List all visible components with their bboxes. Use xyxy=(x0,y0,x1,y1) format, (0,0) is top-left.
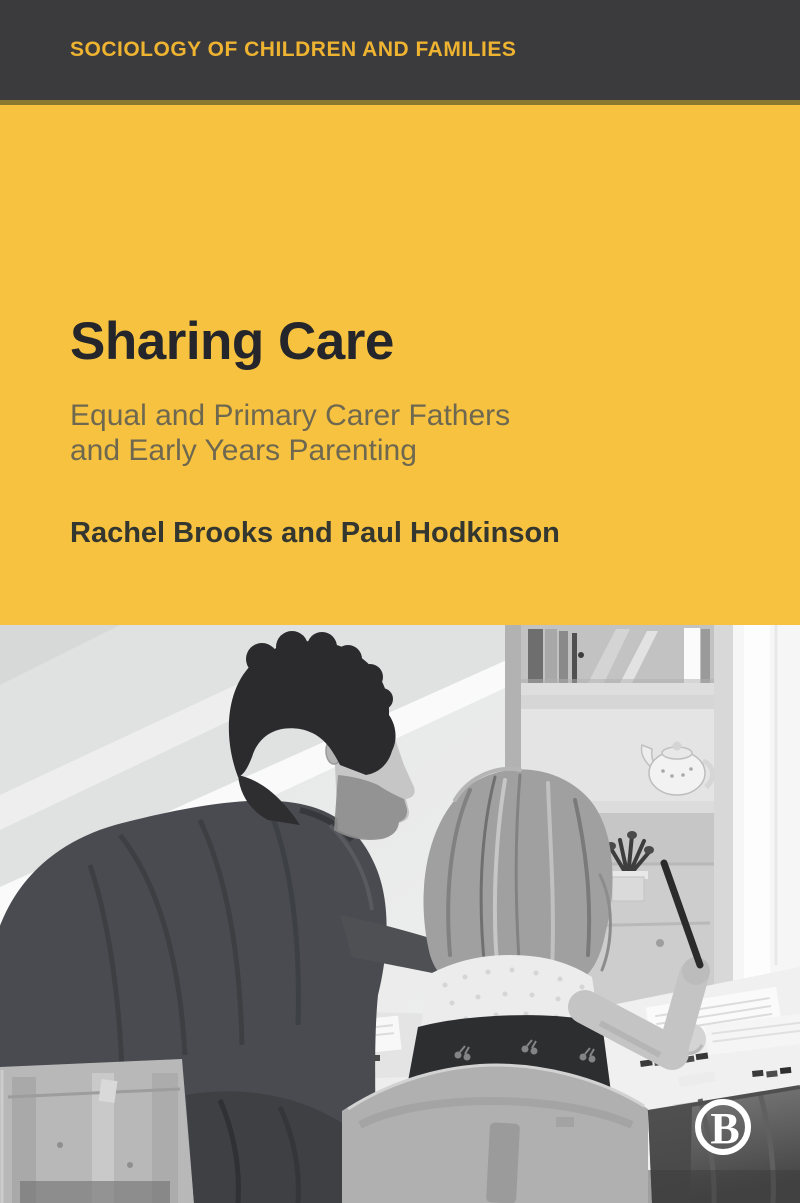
series-banner xyxy=(0,0,800,100)
book-subtitle xyxy=(70,398,510,468)
logo-letter: B xyxy=(710,1104,740,1153)
subtitle-line-1: Equal and Primary Carer Fathers xyxy=(70,399,511,432)
title-block xyxy=(0,105,800,625)
series-title: SOCIOLOGY OF CHILDREN AND FAMILIES xyxy=(70,38,517,61)
cover-photo-illustration xyxy=(0,625,800,1203)
subtitle-line-2: and Early Years Parenting xyxy=(70,434,417,467)
cover-photo xyxy=(0,625,800,1203)
book-authors: Rachel Brooks and Paul Hodkinson xyxy=(70,517,560,549)
father-chair xyxy=(0,1059,194,1203)
book-title: Sharing Care xyxy=(70,312,394,371)
